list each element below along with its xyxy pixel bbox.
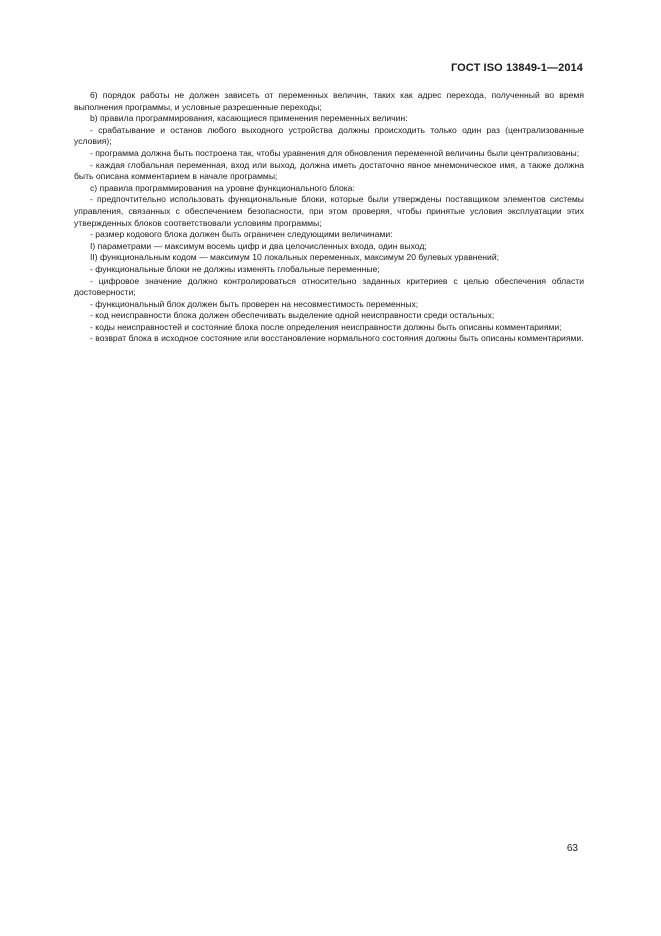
list-item: - функциональный блок должен быть проверен на несовместимость переменных;	[90, 298, 419, 309]
document-code-header: ГОСТ ISO 13849-1—2014	[450, 62, 583, 74]
paragraph-order-independence: 6) порядок работы не должен зависеть от переменных величин, таких как адрес перехода, полученный во время выполнения программы, и условные разрешенные переходы;	[74, 90, 584, 112]
list-item: - коды неисправностей и состояние блока после определения неисправности должны быть описаны комментариями;	[90, 321, 562, 332]
paragraph-variable-rules-heading: b) правила программирования, касающиеся применения переменных величин:	[90, 113, 408, 124]
list-item: - размер кодового блока должен быть ограничен следующими величинами:	[90, 229, 393, 240]
list-item: - предпочтительно использовать функциональные блоки, которые были утверждены поставщиком элементов системы управления, связанных с обеспечением безопасности, при этом проверяя, чтобы принятые условия эксплуатации этих утвержденных блоков соответствовали условиям программы;	[74, 194, 584, 228]
list-item: - цифровое значение должно контролироваться относительно заданных критериев с целью обеспечения области достоверности;	[74, 275, 584, 298]
list-item: II) функциональным кодом — максимум 10 локальных переменных, максимум 20 булевых уравнений;	[90, 252, 500, 263]
list-item: - каждая глобальная переменная, вход или выход, должна иметь достаточно явное мнемоническое имя, а также должна быть описана комментарием в начале программы;	[74, 159, 584, 182]
list-item: - код неисправности блока должен обеспечивать выделение одной неисправности среди остальных;	[90, 310, 495, 321]
page-body	[74, 90, 584, 345]
list-item: - функциональные блоки не должны изменять глобальные переменные;	[90, 263, 380, 274]
list-item: I) параметрами — максимум восемь цифр и два целочисленных входа, один выход;	[90, 240, 427, 251]
list-item: - срабатывание и останов любого выходного устройства должны происходить только один раз (централизованные условия);	[74, 124, 584, 147]
page-number: 63	[566, 843, 578, 854]
list-item: - программа должна быть построена так, чтобы уравнения для обновления переменной величины были централизованы;	[90, 147, 580, 158]
paragraph-function-block-rules-heading: c) правила программирования на уровне функционального блока:	[90, 182, 355, 193]
list-item: - возврат блока в исходное состояние или восстановление нормального состояния должны быть описаны комментариями.	[90, 333, 584, 344]
